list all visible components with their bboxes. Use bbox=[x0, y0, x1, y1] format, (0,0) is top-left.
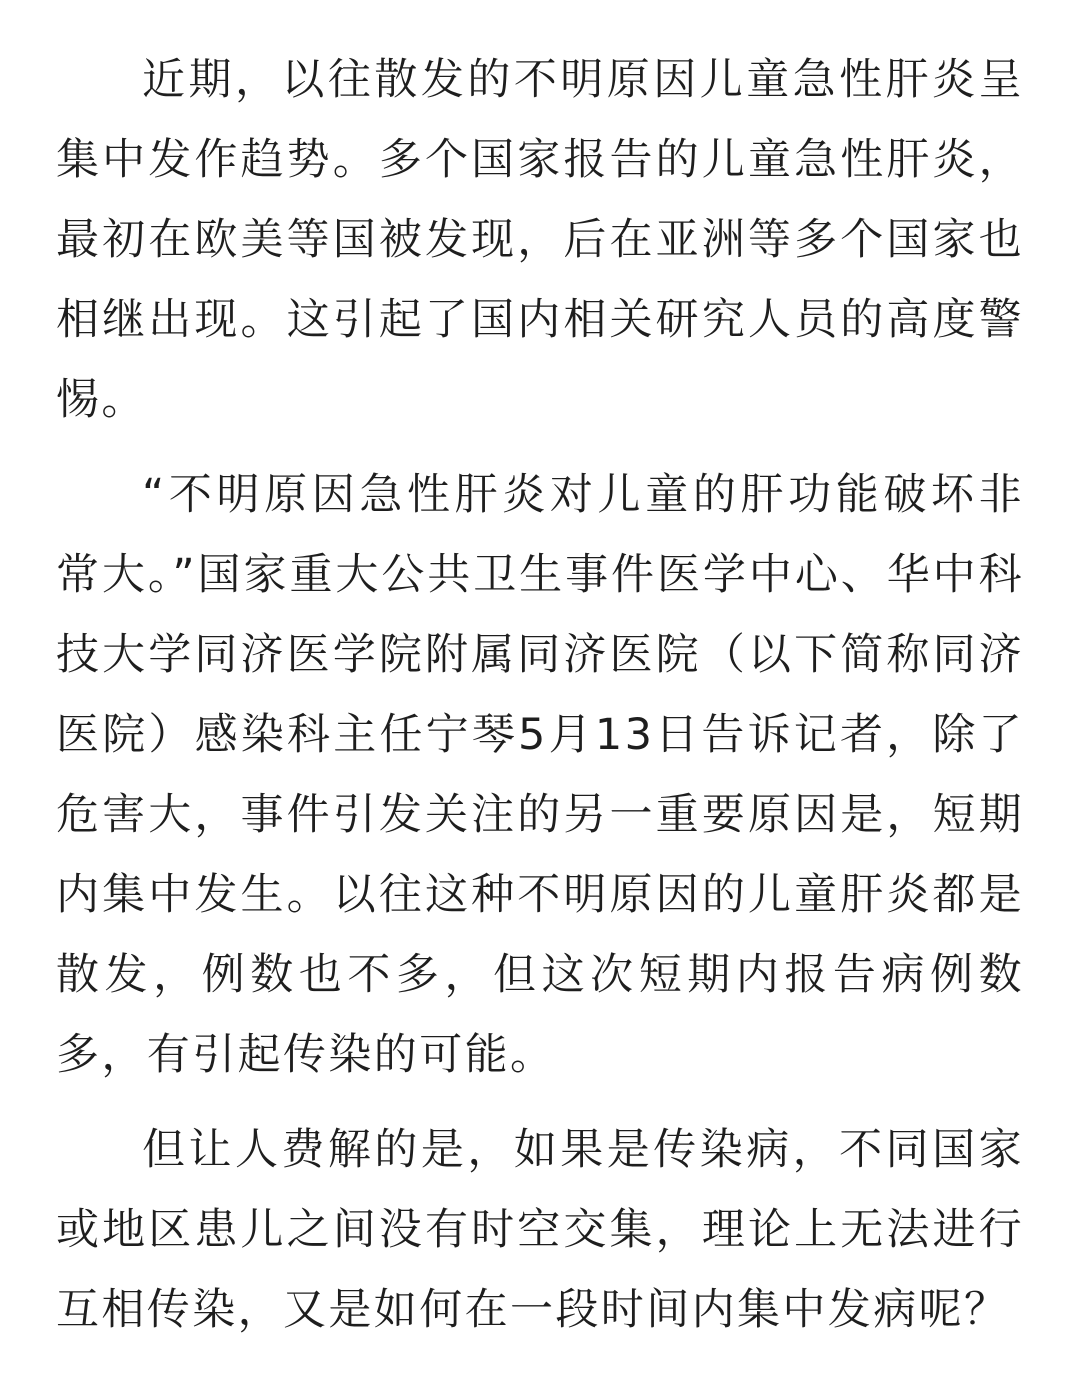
paragraph-expert-quote: “不明原因急性肝炎对儿童的肝功能破坏非常大。”国家重大公共卫生事件医学中心、华中科技大学同济医学院附属同济医院（以下简称同济医院）感染科主任宁琴5月13日告诉记者，除了危害大，事件引发关注的另一重要原因是，短期内集中发生。以往这种不明原因的儿童肝炎都是散发，例数也不多，但这次短期内报告病例数多，有引起传染的可能。 bbox=[56, 470, 1024, 1080]
article-body bbox=[56, 40, 1024, 1350]
paragraph-transmission-question: 但让人费解的是，如果是传染病，不同国家或地区患儿之间没有时空交集，理论上无法进行互相传染，又是如何在一段时间内集中发病呢？ bbox=[56, 1125, 1024, 1335]
paragraph-recent-outbreak: 近期，以往散发的不明原因儿童急性肝炎呈集中发作趋势。多个国家报告的儿童急性肝炎，最初在欧美等国被发现，后在亚洲等多个国家也相继出现。这引起了国内相关研究人员的高度警惕。 bbox=[56, 55, 1024, 425]
